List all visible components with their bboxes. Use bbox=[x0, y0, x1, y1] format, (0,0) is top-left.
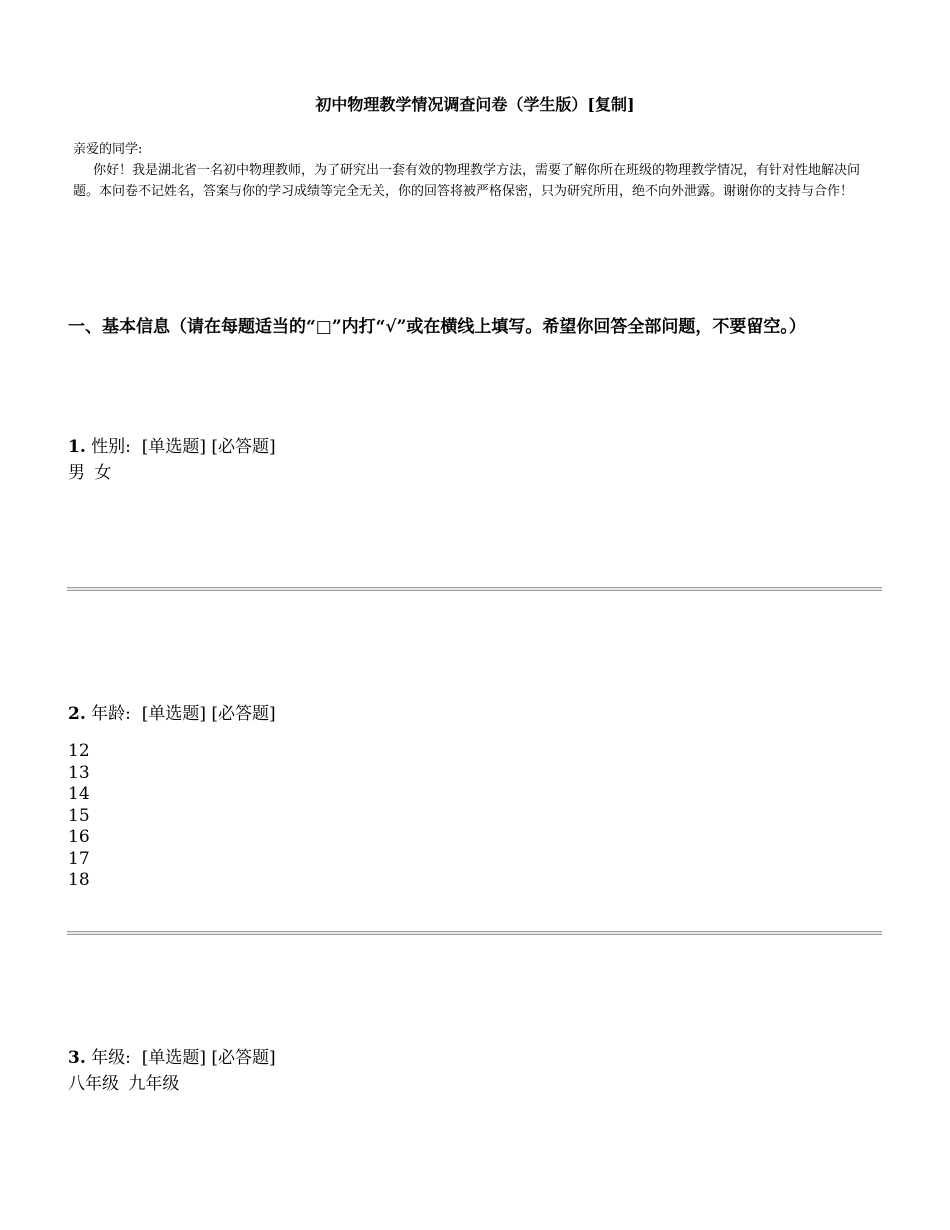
option-male[interactable]: 男 bbox=[68, 463, 85, 483]
question-title: 年级: bbox=[91, 1048, 131, 1068]
question-header bbox=[68, 703, 878, 725]
question-tags: [单选题] [必答题] bbox=[141, 1048, 276, 1068]
section-title: 一、基本信息（请在每题适当的“□”内打“√”或在横线上填写。希望你回答全部问题，不要留空。） bbox=[68, 317, 806, 337]
option-age-18[interactable]: 18 bbox=[68, 870, 90, 890]
question-tags: [单选题] [必答题] bbox=[141, 437, 276, 457]
options-group bbox=[68, 741, 878, 892]
question-title: 年龄: bbox=[91, 704, 131, 724]
options-group bbox=[68, 1073, 878, 1095]
intro-block bbox=[73, 139, 875, 202]
divider bbox=[67, 931, 882, 935]
option-age-12[interactable]: 12 bbox=[68, 741, 90, 761]
question-number: 1. bbox=[68, 437, 86, 457]
question-tags: [单选题] [必答题] bbox=[141, 704, 276, 724]
greeting-text: 亲爱的同学: bbox=[73, 142, 143, 157]
question-2 bbox=[68, 703, 878, 892]
option-age-16[interactable]: 16 bbox=[68, 827, 90, 847]
option-age-15[interactable]: 15 bbox=[68, 805, 90, 826]
question-title: 性别: bbox=[91, 437, 131, 457]
question-3 bbox=[68, 1047, 878, 1095]
intro-text: 你好！我是湖北省一名初中物理教师，为了研究出一套有效的物理教学方法，需要了解你所在班级的物理教学情况，有针对性地解决问题。本问卷不记姓名，答案与你的学习成绩等完全无关，你的回答将被严格保密，只为研究所用，绝不向外泄露。谢谢你的支持与合作！ bbox=[73, 163, 861, 199]
question-header bbox=[68, 436, 878, 458]
options-group bbox=[68, 462, 878, 484]
option-grade-9[interactable]: 九年级 bbox=[128, 1074, 180, 1094]
page-title: 初中物理教学情况调查问卷（学生版）[复制] bbox=[315, 95, 635, 114]
question-header bbox=[68, 1047, 878, 1069]
option-grade-8[interactable]: 八年级 bbox=[68, 1074, 119, 1094]
divider bbox=[67, 587, 882, 591]
option-female[interactable]: 女 bbox=[94, 463, 112, 483]
question-number: 2. bbox=[68, 704, 86, 724]
option-age-14[interactable]: 14 bbox=[68, 784, 90, 804]
option-age-17[interactable]: 17 bbox=[68, 848, 90, 869]
question-1 bbox=[68, 436, 878, 484]
option-age-13[interactable]: 13 bbox=[68, 762, 90, 783]
question-number: 3. bbox=[68, 1048, 86, 1068]
